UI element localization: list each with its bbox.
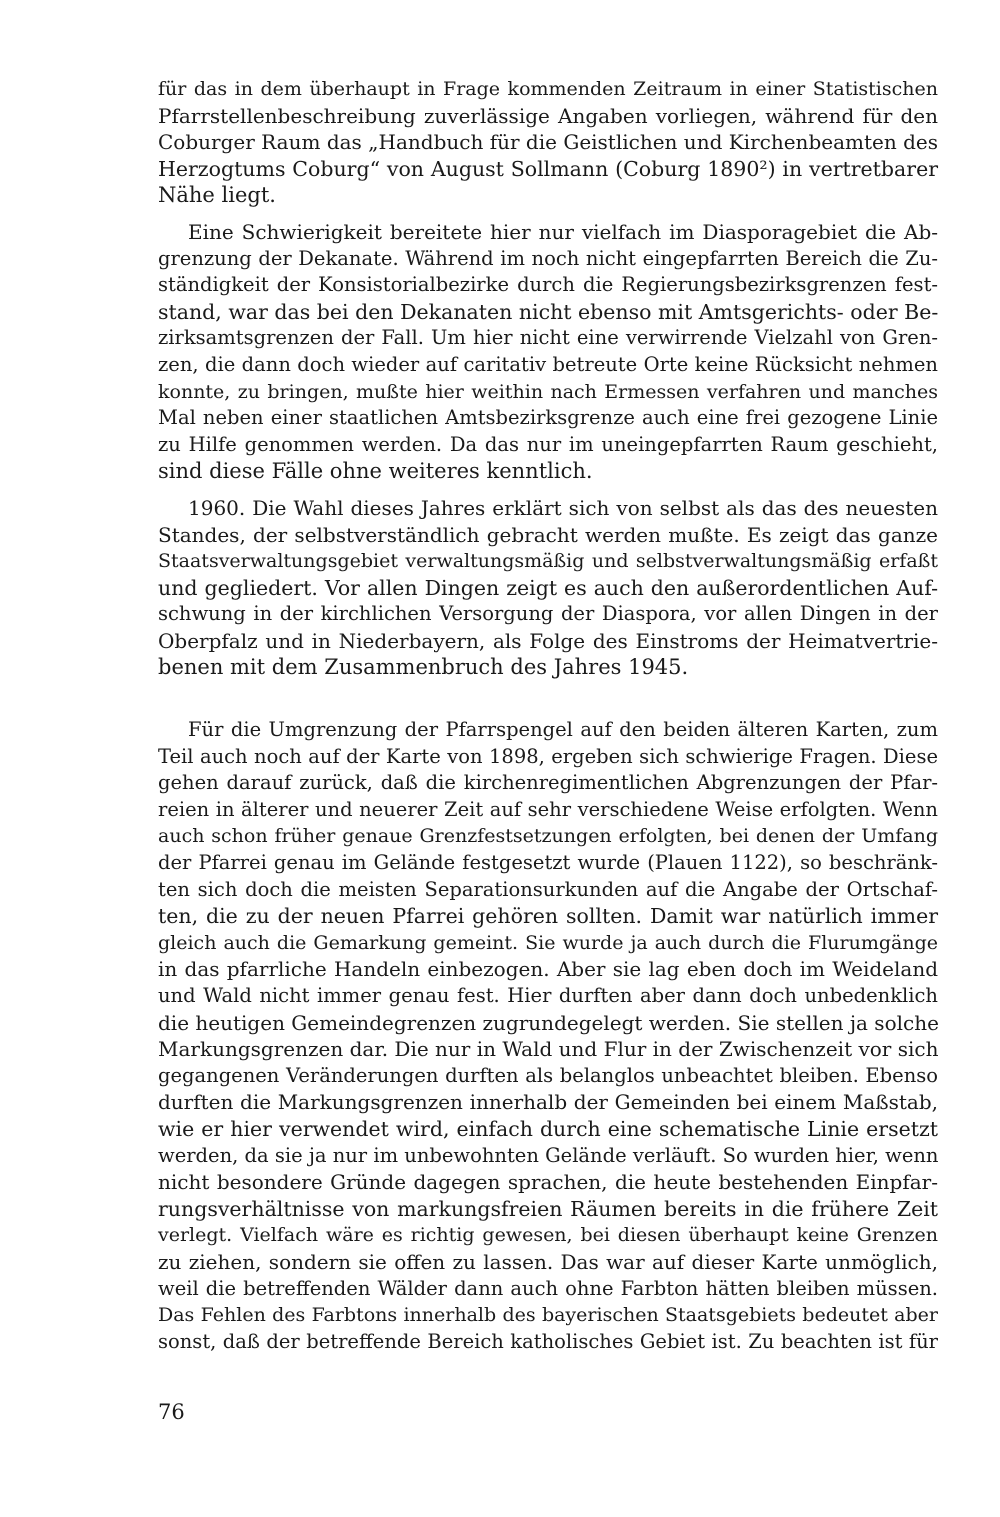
text-line: rungsverhältnisse von markungsfreien Räumen bereits in die frühere Zeit xyxy=(158,1196,938,1221)
text-line: Nähe liegt. xyxy=(158,183,276,208)
text-line: weil die betreffenden Wälder dann auch ohne Farbton hätten bleiben müssen. xyxy=(158,1276,938,1300)
page-body xyxy=(158,76,938,1355)
text-line: zirksamtsgrenzen der Fall. Um hier nicht eine verwirrende Vielzahl von Gren- xyxy=(158,326,938,350)
text-line: für das in dem überhaupt in Frage kommenden Zeitraum in einer Statistischen xyxy=(158,78,938,100)
page-number: 76 xyxy=(158,1400,185,1424)
text-line: 1960. Die Wahl dieses Jahres erklärt sich von selbst als das des neuesten xyxy=(188,495,938,520)
text-line: Standes, der selbstverständlich gebracht werden mußte. Es zeigt das ganze xyxy=(158,522,938,547)
text-line: zu ziehen, sondern sie offen zu lassen. Das war auf dieser Karte unmöglich, xyxy=(158,1249,938,1274)
text-line: zen, die dann doch wieder auf caritativ betreute Orte keine Rücksicht nehmen xyxy=(158,352,938,376)
text-line: sonst, daß der betreffende Bereich katholisches Gebiet ist. Zu beachten ist für xyxy=(158,1329,938,1353)
text-line: ten sich doch die meisten Separationsurkunden auf die Angabe der Ortschaf- xyxy=(158,877,938,901)
text-line: zu Hilfe genommen werden. Da das nur im uneingepfarrten Raum geschieht, xyxy=(158,432,938,456)
text-line: Coburger Raum das „Handbuch für die Geistlichen und Kirchenbeamten des xyxy=(158,130,938,155)
text-line: Teil auch noch auf der Karte von 1898, ergeben sich schwierige Fragen. Diese xyxy=(158,744,938,768)
text-line: stand, war das bei den Dekanaten nicht ebenso mit Amtsgerichts- oder Be- xyxy=(158,299,939,324)
paragraph-1 xyxy=(158,76,938,209)
text-line: der Pfarrei genau im Gelände festgesetzt wurde (Plauen 1122), so beschränk- xyxy=(158,851,938,875)
text-line: auch schon früher genaue Grenzfestsetzungen erfolgten, bei denen der Umfang xyxy=(158,825,938,848)
text-line: in das pfarrliche Handeln einbezogen. Aber sie lag eben doch im Weideland xyxy=(158,957,938,982)
text-line: ständigkeit der Konsistorialbezirke durch die Regierungsbezirksgrenzen fest- xyxy=(158,273,938,297)
text-line: grenzung der Dekanate. Während im noch nicht eingepfarrten Bereich die Zu- xyxy=(158,246,938,270)
text-line: und Wald nicht immer genau fest. Hier durften aber dann doch unbedenklich xyxy=(158,984,938,1007)
text-line: gegangenen Veränderungen durften als belanglos unbeachtet bleiben. Ebenso xyxy=(158,1063,938,1087)
text-line: Oberpfalz und in Niederbayern, als Folge des Einstroms der Heimatvertrie- xyxy=(158,628,938,653)
paragraph-3 xyxy=(158,495,938,681)
text-line: reien in älterer und neuerer Zeit auf sehr verschiedene Weise erfolgten. Wenn xyxy=(158,797,938,821)
text-line: Das Fehlen des Farbtons innerhalb des bayerischen Staatsgebiets bedeutet aber xyxy=(158,1304,938,1327)
text-line: werden, da sie ja nur im unbewohnten Gelände verläuft. So wurden hier, wenn xyxy=(158,1143,939,1167)
text-line: verlegt. Vielfach wäre es richtig gewesen, bei diesen überhaupt keine Grenzen xyxy=(158,1224,938,1247)
text-line: sind diese Fälle ohne weiteres kenntlich. xyxy=(158,459,593,484)
text-line: gehen darauf zurück, daß die kirchenregimentlichen Abgrenzungen der Pfar- xyxy=(158,771,938,795)
text-line: Eine Schwierigkeit bereitete hier nur vielfach im Diasporagebiet die Ab- xyxy=(188,219,938,244)
text-line: benen mit dem Zusammenbruch des Jahres 1945. xyxy=(158,655,689,680)
text-line: nicht besondere Gründe dagegen sprachen, die heute bestehenden Einpfar- xyxy=(158,1170,938,1195)
paragraph-4 xyxy=(158,717,938,1355)
text-line: durften die Markungsgrenzen innerhalb der Gemeinden bei einem Maßstab, xyxy=(158,1090,938,1115)
text-line: Staatsverwaltungsgebiet verwaltungsmäßig und selbstverwaltungsmäßig erfaßt xyxy=(158,550,938,573)
text-line: ten, die zu der neuen Pfarrei gehören sollten. Damit war natürlich immer xyxy=(158,904,938,929)
text-line: Markungsgrenzen dar. Die nur in Wald und Flur in der Zwischenzeit vor sich xyxy=(158,1037,939,1062)
text-line: Herzogtums Coburg“ von August Sollmann (Coburg 1890²) in vertretbarer xyxy=(158,156,938,181)
text-block xyxy=(158,76,938,1355)
text-line: die heutigen Gemeindegrenzen zugrundegelegt werden. Sie stellen ja solche xyxy=(158,1010,939,1035)
text-line: konnte, zu bringen, mußte hier weithin nach Ermessen verfahren und manches xyxy=(158,380,938,403)
text-line: Pfarrstellenbeschreibung zuverlässige Angaben vorliegen, während für den xyxy=(158,103,938,128)
text-line: schwung in der kirchlichen Versorgung der Diaspora, vor allen Dingen in der xyxy=(158,602,938,626)
text-line: gleich auch die Gemarkung gemeint. Sie wurde ja auch durch die Flurumgänge xyxy=(158,931,938,954)
text-line: Mal neben einer staatlichen Amtsbezirksgrenze auch eine frei gezogene Linie xyxy=(158,406,938,430)
text-line: wie er hier verwendet wird, einfach durch eine schematische Linie ersetzt xyxy=(158,1116,938,1141)
paragraph-2 xyxy=(158,219,938,485)
text-line: und gegliedert. Vor allen Dingen zeigt es auch den außerordentlichen Auf- xyxy=(158,575,938,600)
text-line: Für die Umgrenzung der Pfarrspengel auf den beiden älteren Karten, zum xyxy=(188,718,938,742)
